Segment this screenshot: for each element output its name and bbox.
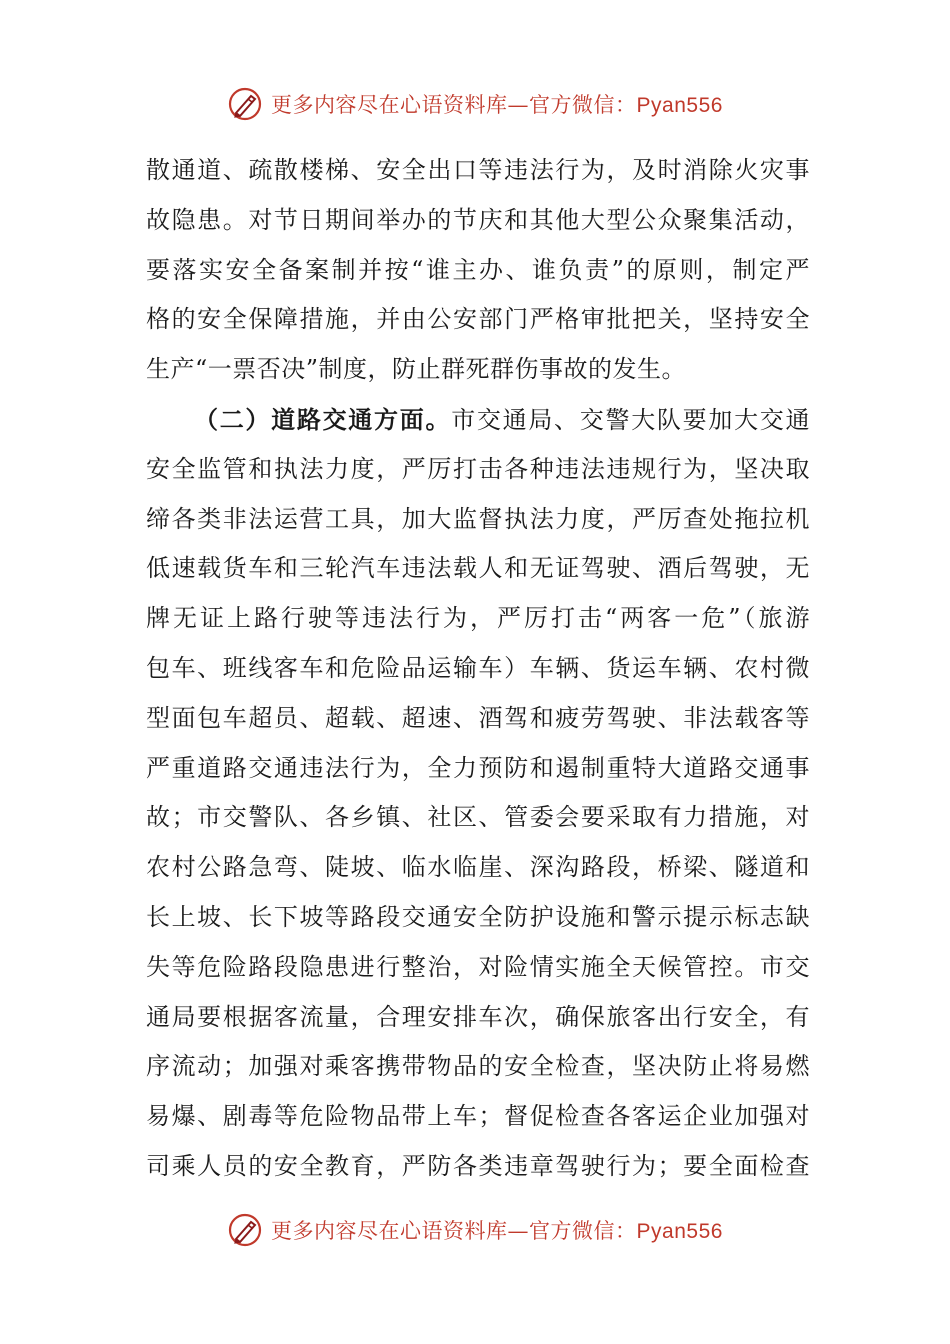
text-line: 散通道、疏散楼梯、安全出口等违法行为，及时消除火灾事 — [146, 156, 810, 184]
text-line: 序流动；加强对乘客携带物品的安全检查，坚决防止将易燃 — [146, 1052, 810, 1081]
text-line: 严重道路交通违法行为，全力预防和遏制重特大道路交通事 — [146, 753, 810, 782]
text-line: 型面包车超员、超载、超速、酒驾和疲劳驾驶、非法载客等 — [146, 703, 810, 732]
text-line: 要落实安全备案制并按“谁主办、谁负责”的原则，制定严 — [146, 255, 810, 284]
text-line: 通局要根据客流量，合理安排车次，确保旅客出行安全，有 — [146, 1002, 810, 1031]
text-line: 司乘人员的安全教育，严防各类违章驾驶行为；要全面检查 — [146, 1151, 810, 1180]
text-line: 农村公路急弯、陡坡、临水临崖、深沟路段，桥梁、隧道和 — [146, 853, 810, 882]
text-line: 故隐患。对节日期间举办的节庆和其他大型公众聚集活动， — [146, 205, 810, 234]
banner-text — [271, 1215, 723, 1245]
footer-banner — [0, 1208, 950, 1252]
banner-label: 更多内容尽在心语资料库—官方微信： — [271, 1219, 637, 1243]
pen-logo-icon — [227, 1212, 263, 1248]
banner-label: 更多内容尽在心语资料库—官方微信： — [271, 93, 637, 117]
text-line: 低速载货车和三轮汽车违法载人和无证驾驶、酒后驾驶，无 — [146, 554, 810, 583]
banner-wechat-id: Pyan556 — [636, 94, 723, 117]
text-line: 生产“一票否决”制度，防止群死群伤事故的发生。 — [146, 355, 687, 384]
text-line: 格的安全保障措施，并由公安部门严格审批把关，坚持安全 — [146, 305, 810, 334]
text-line: 失等危险路段隐患进行整治，对险情实施全天候管控。市交 — [146, 952, 810, 981]
pen-logo-icon — [227, 86, 263, 122]
text-line: 长上坡、长下坡等路段交通安全防护设施和警示提示标志缺 — [146, 902, 810, 931]
text-line: 易爆、剧毒等危险物品带上车；督促检查各客运企业加强对 — [146, 1102, 810, 1131]
section-heading-rest: 市交通局、交警大队要加大交通 — [451, 405, 810, 434]
section-heading: （二）道路交通方面。 — [194, 404, 452, 434]
banner-wechat-id: Pyan556 — [636, 1220, 723, 1243]
document-body — [146, 146, 810, 1192]
text-line: 缔各类非法运营工具，加大监督执法力度，严厉查处拖拉机 — [146, 504, 810, 533]
header-banner — [0, 82, 950, 126]
text-line: 故；市交警队、各乡镇、社区、管委会要采取有力措施，对 — [146, 803, 810, 832]
text-line: 牌无证上路行驶等违法行为，严厉打击“两客一危”（旅游 — [146, 604, 810, 633]
banner-text — [271, 89, 723, 119]
text-line: 包车、班线客车和危险品运输车）车辆、货运车辆、农村微 — [146, 653, 810, 682]
text-line: 安全监管和执法力度，严厉打击各种违法违规行为，坚决取 — [146, 454, 810, 483]
section-heading-line — [146, 395, 810, 445]
